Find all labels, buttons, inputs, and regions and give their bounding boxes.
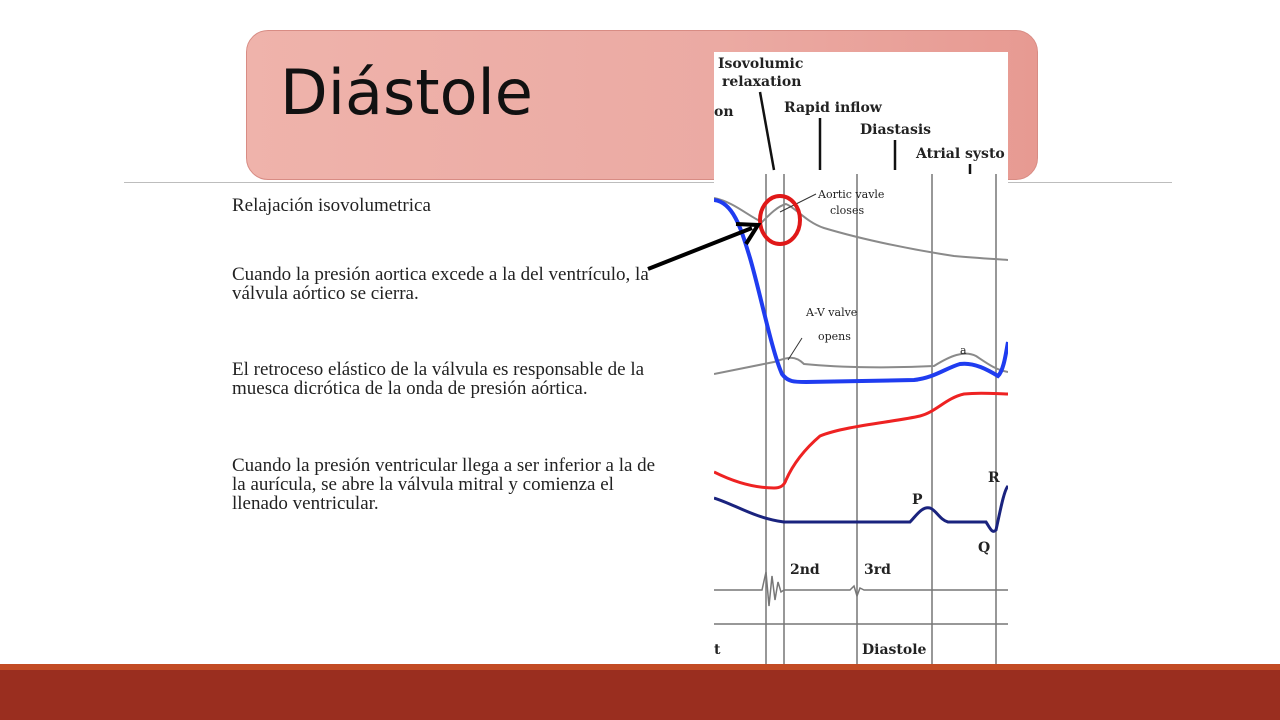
label-relaxation: relaxation <box>722 74 802 90</box>
footer-bar <box>0 664 1280 720</box>
label-isovolumic: Isovolumic <box>718 56 804 72</box>
label-p-wave: P <box>912 492 923 508</box>
label-partial-left: on <box>714 104 734 120</box>
label-3rd-sound: 3rd <box>864 562 891 578</box>
label-aortic-valve-2: closes <box>830 204 865 217</box>
label-q-wave: Q <box>978 540 991 556</box>
slide-title: Diástole <box>280 56 533 129</box>
label-av-valve-2: opens <box>818 330 851 343</box>
pointer-arrow <box>648 228 752 269</box>
paragraph-isovolumetric: Relajación isovolumetrica <box>232 195 431 216</box>
label-a-wave: a <box>960 344 967 357</box>
label-aortic-valve-1: Aortic vavle <box>818 188 885 201</box>
paragraph-mitral-valve: Cuando la presión ventricular llega a ser inferior a la de la aurícula, se abre la válvula mitral y comienza el llenado ventricular. <box>232 455 656 514</box>
label-atrial-systole: Atrial systo <box>916 146 1005 162</box>
label-rapid-inflow: Rapid inflow <box>784 100 882 116</box>
label-2nd-sound: 2nd <box>790 562 820 578</box>
label-diastasis: Diastasis <box>860 122 932 138</box>
paragraph-aortic-valve: Cuando la presión aortica excede a la del ventrículo, la válvula aórtico se cierra. <box>232 264 649 304</box>
paragraph-dicrotic-notch: El retroceso elástico de la válvula es responsable de la muesca dicrótica de la onda de presión aórtica. <box>232 359 645 399</box>
label-av-valve-1: A-V valve <box>806 306 858 319</box>
label-diastole: Diastole <box>862 642 927 658</box>
label-r-wave: R <box>988 470 1000 486</box>
label-partial-bottom: t <box>714 642 721 658</box>
